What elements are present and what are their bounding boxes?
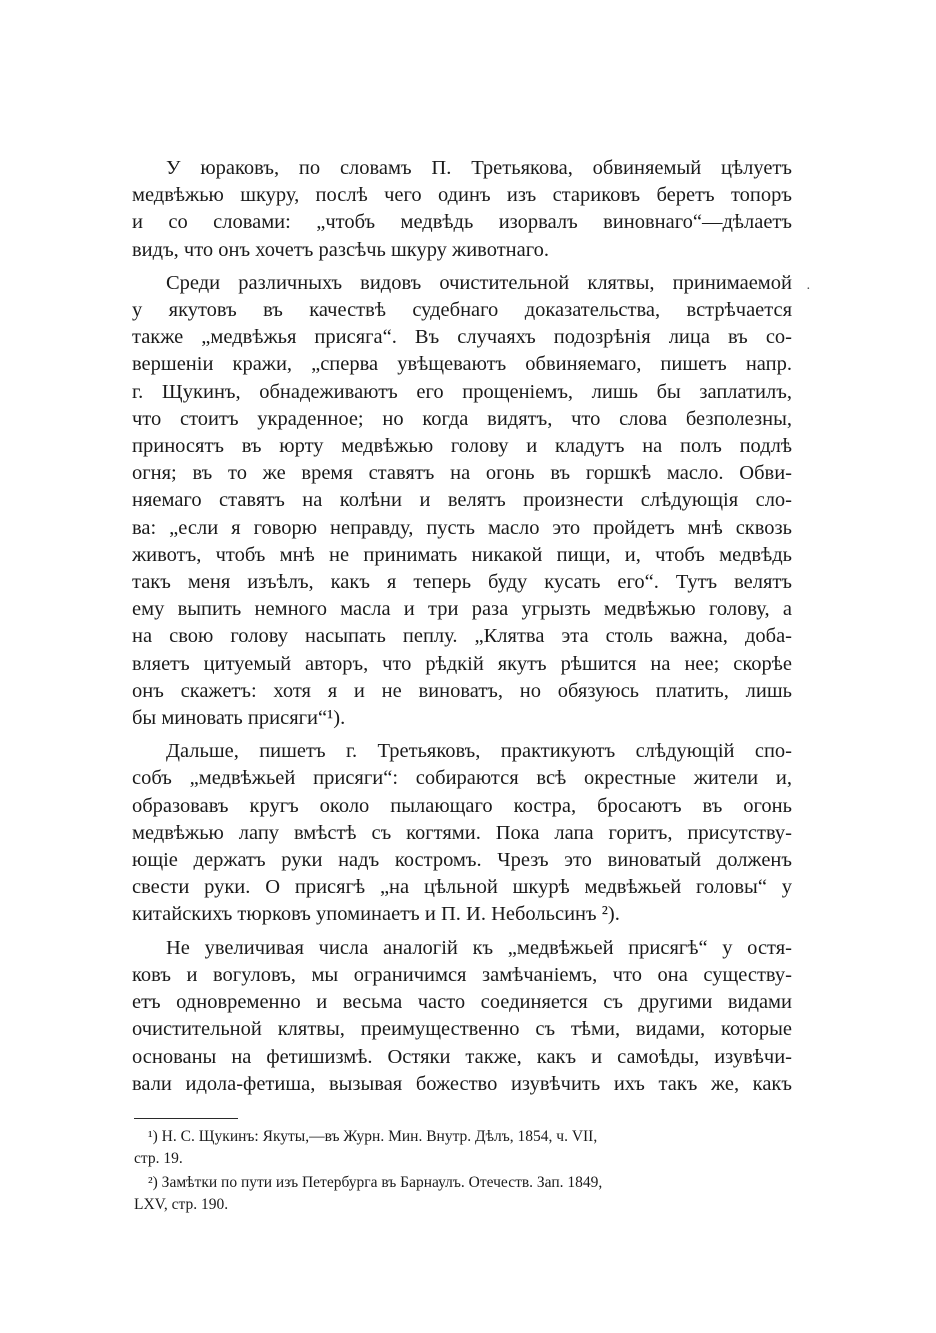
text-line: образовавъ кругъ около пылающаго костра, бросаютъ въ огонь <box>132 794 792 817</box>
text-line: ющіе держатъ руки надъ костромъ. Чрезъ это виноватый долженъ <box>132 849 792 872</box>
text-line: медвѣжью лапу вмѣстѣ съ когтями. Пока лапа горитъ, присутству- <box>132 821 792 844</box>
text-line: ва: „если я говорю неправду, пусть масло это пройдетъ мнѣ сквозь <box>132 516 792 539</box>
footnotes <box>134 1126 794 1218</box>
text-line: вершеніи кражи, „сперва увѣщеваютъ обвиняемаго, пишетъ напр. <box>132 353 792 376</box>
footnote-line: стр. 19. <box>134 1150 183 1167</box>
footnote-2 <box>134 1172 794 1216</box>
paragraph-1 <box>132 155 792 264</box>
text-line: на свою голову насыпать пеплу. „Клятва эта столь важна, доба- <box>132 625 792 648</box>
text-line: Среди различныхъ видовъ очистительной клятвы, принимаемой <box>166 271 792 294</box>
text-line: и со словами: „чтобъ медвѣдь изорвалъ виновнаго“—дѣлаетъ <box>132 211 792 234</box>
text-line: бы миновать присяги“¹). <box>132 707 346 730</box>
text-line: ему выпить немного масла и три раза угрызть медвѣжью голову, а <box>132 598 792 621</box>
main-text <box>132 155 792 1104</box>
text-line: вляетъ цитуемый авторъ, что рѣдкій якутъ рѣшится на нее; скорѣе <box>132 652 792 675</box>
text-line: китайскихъ тюрковъ упоминаетъ и П. И. Небольсинъ ²). <box>132 903 620 926</box>
text-line: животъ, чтобъ мнѣ не принимать никакой пищи, и, чтобъ медвѣдь <box>132 543 792 566</box>
text-line: вали идола-фетиша, вызывая божество изувѣчить ихъ такъ же, какъ <box>132 1072 792 1095</box>
text-line: онъ скажетъ: хотя я и не виноватъ, но обязуюсь платить, лишь <box>132 679 792 702</box>
text-line: етъ одновременно и весьма часто соединяется съ другими видами <box>132 991 792 1014</box>
paragraph-3 <box>132 738 792 928</box>
text-line: видъ, что онъ хочетъ разсѣчь шкуру животнаго. <box>132 238 550 261</box>
text-line: ковъ и вогуловъ, мы ограничимся замѣчаніемъ, что она существу- <box>132 963 792 986</box>
footnote-separator <box>134 1118 238 1119</box>
text-line: приносятъ въ юрту медвѣжью голову и кладутъ на полъ подлѣ <box>132 435 792 458</box>
footnote-line: LXV, стр. 190. <box>134 1196 229 1213</box>
text-line: У юраковъ, по словамъ П. Третьякова, обвиняемый цѣлуетъ <box>166 157 792 179</box>
text-line: такъ меня изъѣлъ, какъ я теперь буду кусать его“. Тутъ велятъ <box>132 571 792 594</box>
text-line: огня; въ то же время ставятъ на огонь въ горшкѣ масло. Обви- <box>132 462 792 485</box>
footnote-1 <box>134 1126 794 1170</box>
margin-mark: · <box>806 282 811 297</box>
footnote-line: ²) Замѣтки по пути изъ Петербурга въ Барнаулъ. Отечеств. Зап. 1849, <box>148 1174 603 1191</box>
text-line: основаны на фетишизмѣ. Остяки также, какъ и самоѣды, изувѣчи- <box>132 1045 792 1068</box>
text-line: няемаго ставятъ на колѣни и велятъ произнести слѣдующія сло- <box>132 489 792 512</box>
text-line: у якутовъ въ качествѣ судебнаго доказательства, встрѣчается <box>132 299 792 322</box>
text-line: свести руки. О присягѣ „на цѣльной шкурѣ медвѣжьей головы“ у <box>132 876 792 899</box>
paragraph-4 <box>132 935 792 1098</box>
text-line: г. Щукинъ, обнадеживаютъ его прощеніемъ, лишь бы заплатилъ, <box>132 380 792 403</box>
text-line: Дальше, пишетъ г. Третьяковъ, практикуютъ слѣдующій спо- <box>166 740 792 763</box>
text-line: Не увеличивая числа аналогій къ „медвѣжьей присягѣ“ у остя- <box>166 936 792 959</box>
text-line: собъ „медвѣжьей присяги“: собираются всѣ окрестные жители и, <box>132 767 792 790</box>
footnote-line: ¹) Н. С. Щукинъ: Якуты,—въ Журн. Мин. Внутр. Дѣлъ, 1854, ч. VII, <box>148 1128 598 1145</box>
text-line: медвѣжью шкуру, послѣ чего одинъ изъ стариковъ беретъ топоръ <box>132 184 792 207</box>
paragraph-2 <box>132 270 792 732</box>
text-line: что стоитъ украденное; но когда видятъ, что слова безполезны, <box>132 407 792 430</box>
text-line: очистительной клятвы, преимущественно съ тѣми, видами, которые <box>132 1018 792 1041</box>
text-line: также „медвѣжья присяга“. Въ случаяхъ подозрѣнія лица въ со- <box>132 326 792 349</box>
